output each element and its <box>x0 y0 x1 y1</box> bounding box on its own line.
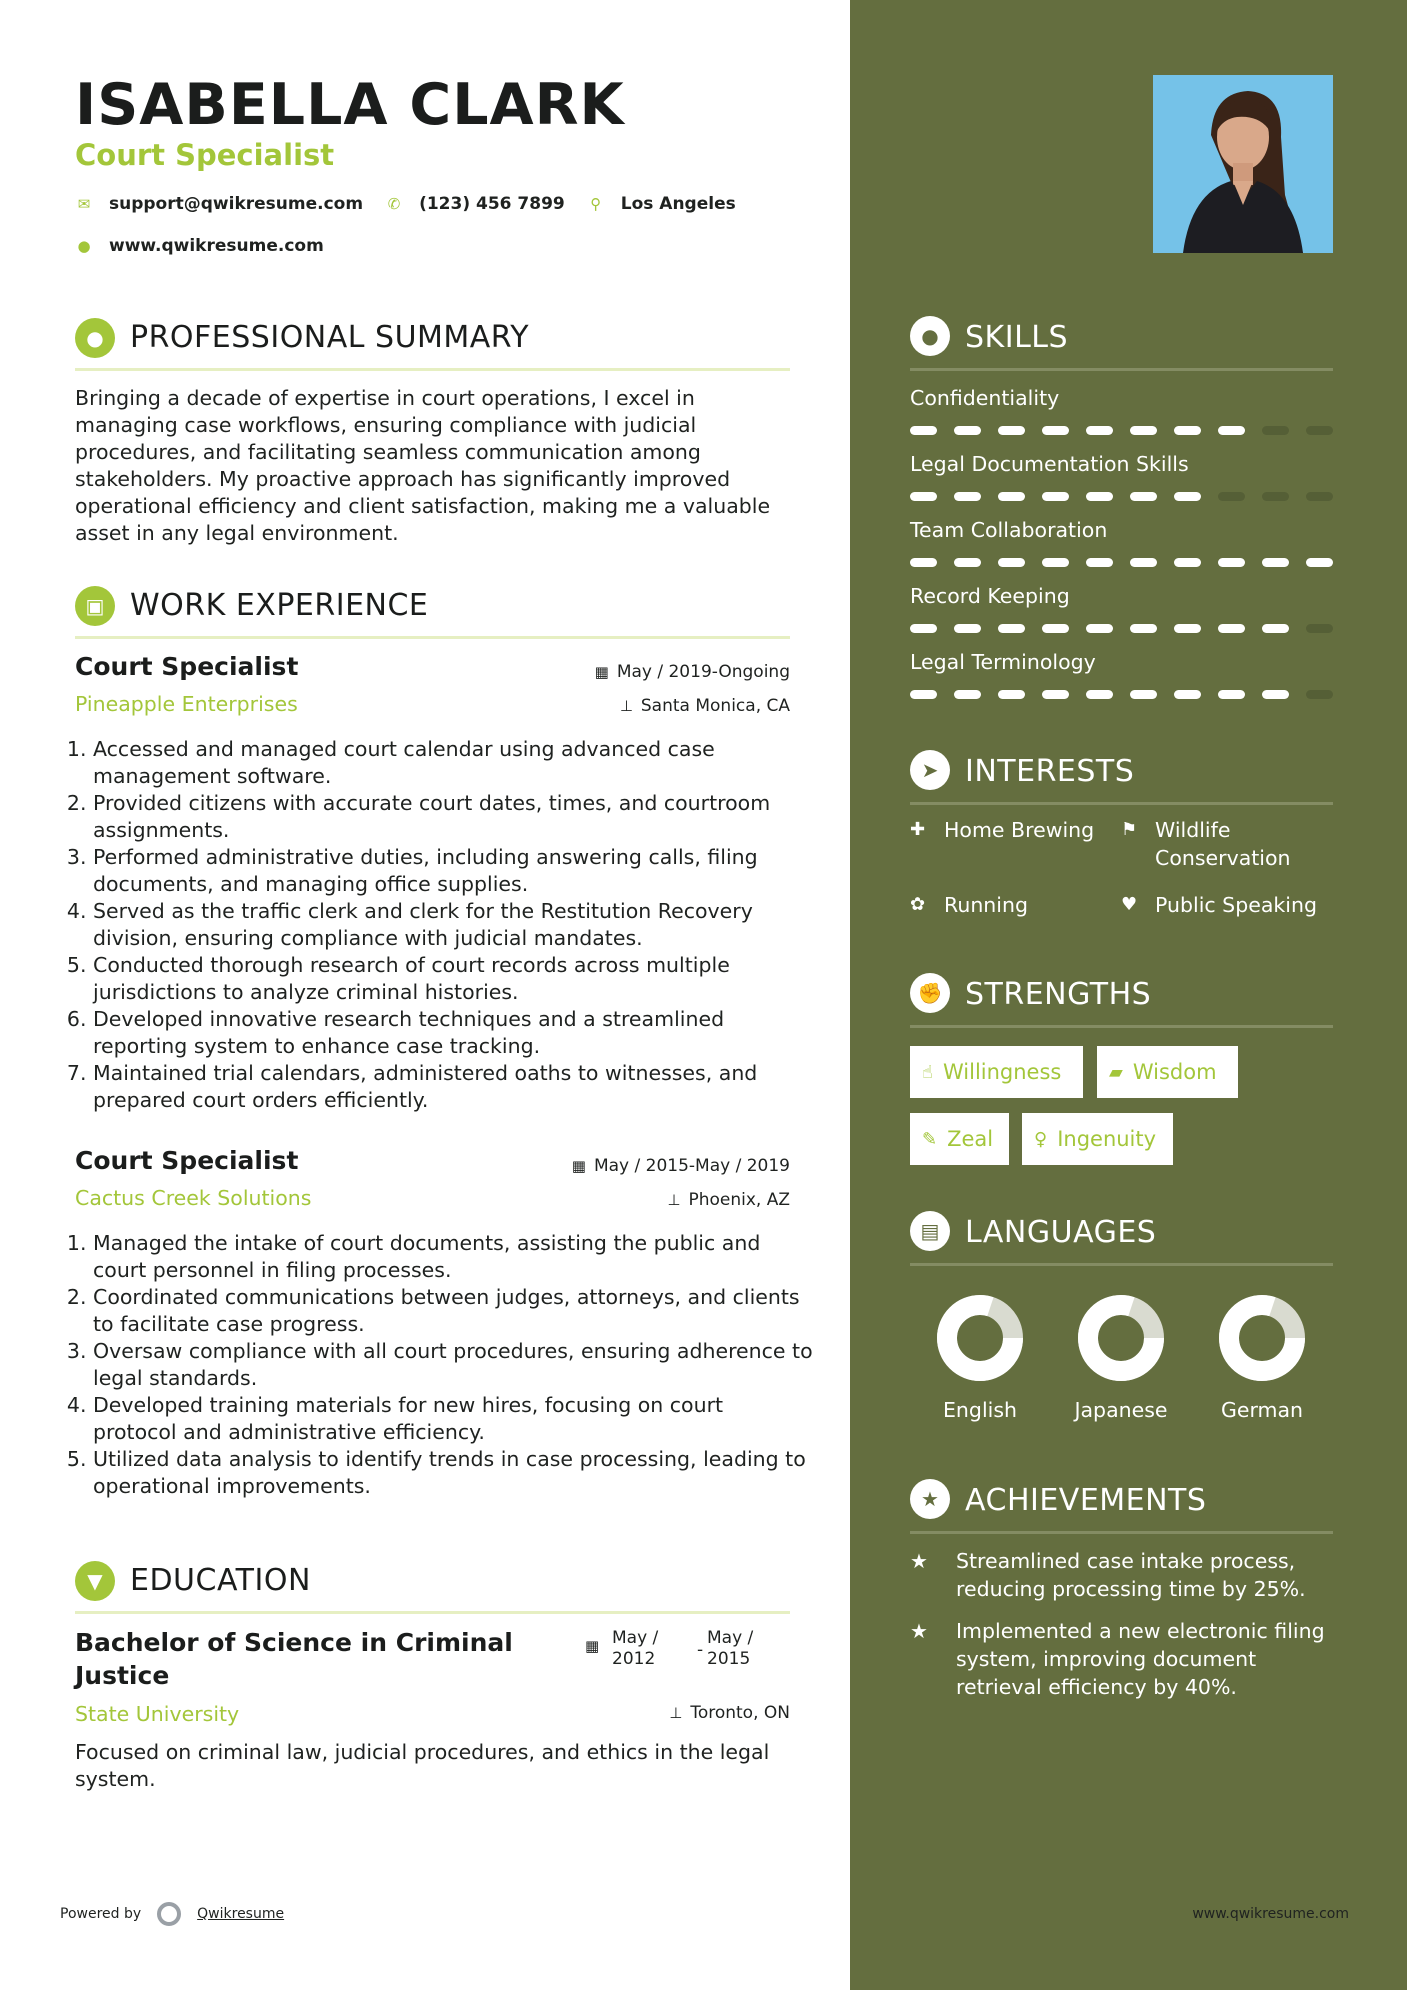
lightbulb-icon: ♀ <box>1034 1128 1048 1150</box>
job-position: Court Specialist <box>75 1146 299 1175</box>
language-icon: ▤ <box>910 1211 950 1251</box>
achievements-heading: ACHIEVEMENTS <box>965 1483 1207 1518</box>
language-proficiency-ring <box>1078 1295 1164 1381</box>
envelope-icon: ✉ <box>77 195 91 213</box>
flag-icon: ⚑ <box>1121 819 1138 840</box>
education-start-year: 2012 <box>612 1649 656 1669</box>
skill-level-segment <box>1042 624 1069 633</box>
strengths-section-header <box>910 973 1333 1028</box>
language-name: English <box>942 1398 1018 1422</box>
education-end-year: 2015 <box>707 1649 751 1669</box>
job-position: Court Specialist <box>75 652 299 681</box>
calendar-icon: ▦ <box>585 1637 600 1655</box>
skill-level-segment <box>1262 624 1289 633</box>
job-dates-text: May / 2015-May / 2019 <box>593 1156 790 1176</box>
skill-level-segment <box>998 426 1025 435</box>
interest-item <box>1121 891 1341 919</box>
education-end <box>707 1628 767 1670</box>
skill-level-segment <box>1086 558 1113 567</box>
pencil-icon: ✎ <box>922 1128 938 1150</box>
education-section-header <box>75 1559 790 1614</box>
education-location-text: Toronto, ON <box>690 1703 790 1723</box>
skill-level-segment <box>1130 690 1157 699</box>
strength-badge <box>910 1113 1009 1165</box>
job-dates <box>572 1156 790 1176</box>
skill-level-segment <box>1086 624 1113 633</box>
pushpin-icon: ⊥ <box>669 1704 683 1722</box>
skill-level-segment <box>1042 426 1069 435</box>
job-location <box>667 1190 790 1210</box>
skill-level-segment <box>910 558 937 567</box>
job-company: Cactus Creek Solutions <box>75 1186 312 1210</box>
calendar-icon: ▦ <box>571 1157 586 1175</box>
skill-level-segment <box>954 426 981 435</box>
skill-level-segment <box>954 624 981 633</box>
skill-level-segment <box>1130 624 1157 633</box>
list-item: 5. Conducted thorough research of court records across multiple jurisdictions to analyze criminal histories. <box>93 952 813 1006</box>
pushpin-icon: ⊥ <box>619 697 633 715</box>
job-dates <box>595 662 790 682</box>
achievements-section-header <box>910 1479 1333 1534</box>
achievement-item <box>910 1617 1333 1701</box>
heartbeat-icon: ♥ <box>1121 894 1138 915</box>
achievement-item <box>910 1547 1333 1603</box>
skill-level-segment <box>954 558 981 567</box>
skill-level-segment <box>1262 690 1289 699</box>
strength-badge <box>1097 1046 1238 1098</box>
education-start <box>612 1628 672 1670</box>
interest-label: Wildlife Conservation <box>1155 818 1291 870</box>
skills-section-header <box>910 316 1333 371</box>
list-item: 6. Developed innovative research techniques and a streamlined reporting system to enhance case tracking. <box>93 1006 813 1060</box>
list-item: 1. Managed the intake of court documents, assisting the public and court personnel in filing processes. <box>93 1230 813 1284</box>
interests-heading: INTERESTS <box>965 754 1135 789</box>
skill-level-segment <box>1262 426 1289 435</box>
pushpin-icon: ⊥ <box>667 1191 681 1209</box>
skill-level-bar <box>910 492 1333 501</box>
book-icon: ▰ <box>1109 1061 1123 1083</box>
candidate-name: ISABELLA CLARK <box>75 72 625 138</box>
skill-level-segment <box>1218 426 1245 435</box>
language-proficiency-ring <box>937 1295 1023 1381</box>
profile-photo <box>1153 75 1333 253</box>
skill-level-segment <box>1306 558 1333 567</box>
contact-row-secondary <box>75 236 346 256</box>
list-item: 2. Provided citizens with accurate court dates, times, and courtroom assignments. <box>93 790 813 844</box>
skill-level-segment <box>1306 426 1333 435</box>
skill-level-segment <box>1086 426 1113 435</box>
job-location-text: Phoenix, AZ <box>688 1190 790 1210</box>
skill-level-segment <box>910 624 937 633</box>
education-heading: EDUCATION <box>130 1563 311 1598</box>
interest-item <box>910 816 1110 844</box>
skill-level-segment <box>1174 624 1201 633</box>
skill-level-segment <box>1218 624 1245 633</box>
profile-photo-illustration <box>1153 75 1333 253</box>
footer-site[interactable]: www.qwikresume.com <box>1192 1906 1349 1922</box>
skill-level-segment <box>1042 558 1069 567</box>
skills-heading: SKILLS <box>965 320 1069 355</box>
strength-label: Zeal <box>947 1127 994 1151</box>
skill-level-segment <box>1262 558 1289 567</box>
skill-level-bar <box>910 624 1333 633</box>
skill-name: Legal Documentation Skills <box>910 452 1189 476</box>
strengths-heading: STRENGTHS <box>965 977 1152 1012</box>
languages-section-header <box>910 1211 1333 1266</box>
skill-level-segment <box>998 558 1025 567</box>
summary-section-header <box>75 316 790 371</box>
languages-heading: LANGUAGES <box>965 1215 1157 1250</box>
strength-label: Wisdom <box>1132 1060 1217 1084</box>
puzzle-icon: ✚ <box>910 819 926 840</box>
skill-level-segment <box>1086 492 1113 501</box>
list-item: 4. Developed training materials for new hires, focusing on court protocol and administrative efficiency. <box>93 1392 813 1446</box>
list-item: 3. Oversaw compliance with all court procedures, ensuring adherence to legal standards. <box>93 1338 813 1392</box>
contact-phone[interactable]: (123) 456 7899 <box>419 194 565 214</box>
language-name: German <box>1220 1398 1304 1422</box>
job-bullets <box>75 1230 813 1500</box>
footer-powered-by <box>60 1902 284 1926</box>
skill-level-segment <box>1218 492 1245 501</box>
skill-level-segment <box>998 624 1025 633</box>
strength-badge <box>1022 1113 1173 1165</box>
skill-level-segment <box>1086 690 1113 699</box>
raised-fist-icon: ✊ <box>910 973 950 1013</box>
skill-level-segment <box>1306 492 1333 501</box>
skill-level-segment <box>1306 624 1333 633</box>
skill-level-segment <box>954 690 981 699</box>
education-degree: Bachelor of Science in Criminal Justice <box>75 1628 513 1690</box>
skill-name: Legal Terminology <box>910 650 1096 674</box>
interests-section-header <box>910 750 1333 805</box>
skill-level-bar <box>910 426 1333 435</box>
shooting-star-icon: ★ <box>910 1619 928 1643</box>
skill-level-segment <box>1042 690 1069 699</box>
job-company: Pineapple Enterprises <box>75 692 298 716</box>
interest-label: Home Brewing <box>944 818 1095 842</box>
globe-icon: ● <box>77 237 91 255</box>
summary-text: Bringing a decade of expertise in court operations, I excel in managing case workflows, ensuring compliance with judicial procedures, and facilitating seamless communication among stakeholders. My proactive approach has significantly improved operational efficiency and client satisfaction, making me a valuable asset in any legal environment. <box>75 386 771 545</box>
powered-by-label: Powered by <box>60 1906 142 1922</box>
list-item: 7. Maintained trial calendars, administered oaths to witnesses, and prepared court orders efficiently. <box>93 1060 813 1114</box>
qwikresume-link[interactable]: Qwikresume <box>197 1906 285 1922</box>
skill-level-segment <box>1130 492 1157 501</box>
education-description: Focused on criminal law, judicial procedures, and ethics in the legal system. <box>75 1740 770 1791</box>
experience-heading: WORK EXPERIENCE <box>130 588 429 623</box>
job-bullets <box>75 736 813 1114</box>
sidebar <box>850 0 1407 1990</box>
interest-label: Running <box>944 893 1029 917</box>
job-location <box>620 696 790 716</box>
language-proficiency-ring <box>1219 1295 1305 1381</box>
job-location-text: Santa Monica, CA <box>640 696 790 716</box>
skill-name: Confidentiality <box>910 386 1060 410</box>
calendar-icon: ▦ <box>594 663 609 681</box>
skill-level-segment <box>1218 558 1245 567</box>
skill-level-segment <box>1218 690 1245 699</box>
skill-level-segment <box>910 426 937 435</box>
skill-name: Team Collaboration <box>910 518 1108 542</box>
map-pin-icon: ⚲ <box>590 195 602 213</box>
contact-location: Los Angeles <box>620 194 736 214</box>
education-start-month: May / <box>612 1628 659 1648</box>
phone-icon: ✆ <box>387 195 401 213</box>
summary-heading: PROFESSIONAL SUMMARY <box>130 320 530 355</box>
skill-level-segment <box>954 492 981 501</box>
skill-level-segment <box>1130 558 1157 567</box>
candidate-title: Court Specialist <box>75 138 335 172</box>
skill-level-segment <box>1130 426 1157 435</box>
language-name: Japanese <box>1074 1398 1168 1422</box>
qwikresume-logo-icon <box>157 1902 181 1926</box>
list-item: 5. Utilized data analysis to identify trends in case processing, leading to operational improvements. <box>93 1446 813 1500</box>
skill-level-bar <box>910 558 1333 567</box>
contact-website[interactable]: www.qwikresume.com <box>109 236 324 256</box>
strength-badge <box>910 1046 1083 1098</box>
briefcase-icon: ▣ <box>75 586 115 626</box>
shooting-star-icon: ★ <box>910 1549 928 1573</box>
list-item: 3. Performed administrative duties, including answering calls, filing documents, and managing office supplies. <box>93 844 813 898</box>
interest-label: Public Speaking <box>1155 893 1317 917</box>
job-dates-text: May / 2019-Ongoing <box>616 662 790 682</box>
contact-row-primary <box>75 194 758 214</box>
lightbulb-icon: ● <box>910 316 950 356</box>
user-icon: ● <box>75 318 115 358</box>
skill-level-segment <box>1174 426 1201 435</box>
skill-level-bar <box>910 690 1333 699</box>
skill-level-segment <box>910 492 937 501</box>
strength-label: Ingenuity <box>1057 1127 1157 1151</box>
skill-level-segment <box>1174 558 1201 567</box>
achievement-text: Implemented a new electronic filing system, improving document retrieval efficiency by 40%. <box>956 1619 1325 1699</box>
education-location <box>669 1703 790 1723</box>
education-school: State University <box>75 1702 240 1726</box>
paw-icon: ✿ <box>910 894 926 915</box>
skill-level-segment <box>998 492 1025 501</box>
star-icon: ★ <box>910 1479 950 1519</box>
interest-item <box>1121 816 1331 872</box>
skill-level-segment <box>1174 492 1201 501</box>
education-end-month: May / <box>707 1628 754 1648</box>
paper-plane-icon: ➤ <box>910 750 950 790</box>
skill-level-segment <box>1262 492 1289 501</box>
list-item: 2. Coordinated communications between judges, attorneys, and clients to facilitate case progress. <box>93 1284 813 1338</box>
skill-name: Record Keeping <box>910 584 1070 608</box>
interest-item <box>910 891 1110 919</box>
contact-email[interactable]: support@qwikresume.com <box>109 194 364 214</box>
date-separator: - <box>697 1640 704 1660</box>
skill-level-segment <box>910 690 937 699</box>
skill-level-segment <box>1174 690 1201 699</box>
skill-level-segment <box>1042 492 1069 501</box>
thumbs-up-icon: ☝ <box>922 1061 933 1083</box>
skill-level-segment <box>1306 690 1333 699</box>
experience-section-header <box>75 584 790 639</box>
list-item: 4. Served as the traffic clerk and clerk for the Restitution Recovery division, ensuring compliance with judicial mandates. <box>93 898 813 952</box>
skill-level-segment <box>998 690 1025 699</box>
strength-label: Willingness <box>942 1060 1062 1084</box>
list-item: 1. Accessed and managed court calendar using advanced case management software. <box>93 736 813 790</box>
graduation-icon: ▼ <box>75 1561 115 1601</box>
achievement-text: Streamlined case intake process, reducing processing time by 25%. <box>956 1549 1306 1601</box>
